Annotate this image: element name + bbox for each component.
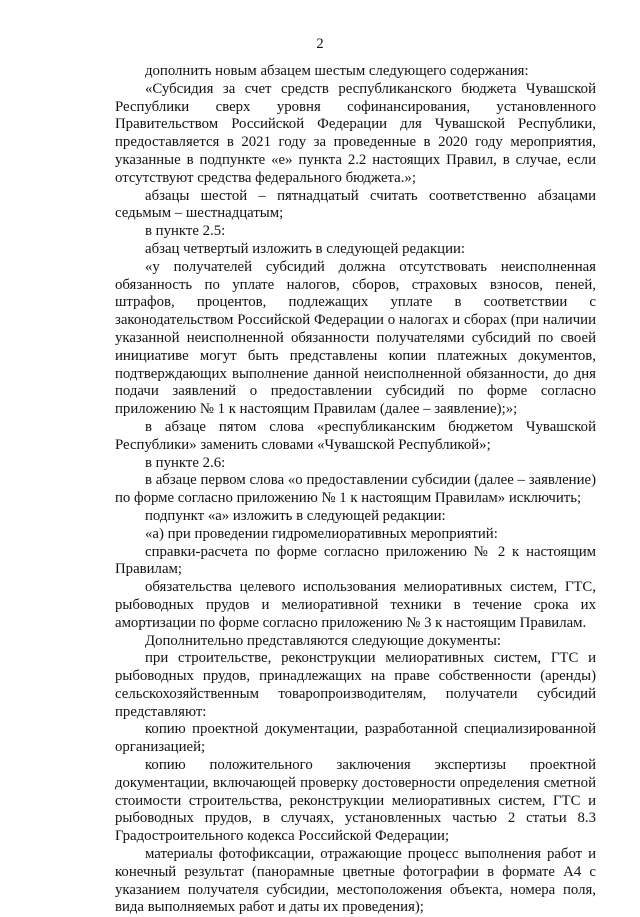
paragraph: обязательства целевого использования мелиоративных систем, ГТС, рыбоводных прудов и мелиоративной техники в течение срока их амортизации по форме согласно приложению № 3 к настоящим Правилам. [115,579,596,631]
paragraph: дополнить новым абзацем шестым следующего содержания: [145,63,529,79]
paragraph: копию положительного заключения экспертизы проектной документации, включающей проверку достоверности определения сметной стоимости строительства, реконструкции мелиоративных систем, ГТС и рыбоводных прудов, в случаях, установленных частью 2 статьи 8.3 Градостроительного кодекса Российской Федерации; [115,757,596,845]
paragraph: копию проектной документации, разработанной специализированной организацией; [115,721,596,756]
paragraph: в пункте 2.5: [145,223,226,240]
paragraph: подпункт «а» изложить в следующей редакции: [145,507,446,524]
document-body [115,63,596,917]
paragraph: в абзаце пятом слова «республиканским бюджетом Чувашской Республики» заменить словами «Чувашской Республикой»; [115,418,596,453]
paragraph: «у получателей субсидий должна отсутствовать неисполненная обязанность по уплате налогов, сборов, страховых взносов, пеней, штрафов, процентов, подлежащих уплате в соответствии с законодательством Российской Федерации о налогах и сборах (при наличии указанной неисполненной обязанности получателями субсидий по своей инициативе могут быть представлены копии платежных документов, подтверждающих выполнение данной неисполненной обязанности, до дня подачи заявлений о предоставлении субсидий по форме согласно приложению № 1 к настоящим Правилам (далее – заявление);»; [115,258,596,418]
paragraph: «Субсидия за счет средств республиканского бюджета Чувашской Республики сверх уровня софинансирования, установленного Правительством Российской Федерации для Чувашской Республики, предоставляется в 2021 году за проведенные в 2020 году мероприятия, указанные в подпункте «е» пункта 2.2 настоящих Правил, в случае, если отсутствуют средства федерального бюджета.»; [115,80,596,186]
paragraph: в абзаце первом слова «о предоставлении субсидии (далее – заявление) по форме согласно приложению № 1 к настоящим Правилам» исключить; [115,472,596,507]
paragraph: при строительстве, реконструкции мелиоративных систем, ГТС и рыбоводных прудов, принадлежащих на праве собственности (аренды) сельскохозяйственным товаропроизводителям, получатели субсидий представляют: [115,650,596,720]
paragraph: «а) при проведении гидромелиоративных мероприятий: [145,525,498,542]
paragraph: абзац четвертый изложить в следующей редакции: [145,240,466,257]
paragraph: материалы фотофиксации, отражающие процесс выполнения работ и конечный результат (панорамные цветные фотографии в формате А4 с указанием получателя субсидии, местоположения объекта, номера поля, вида выполняемых работ и даты их проведения); [115,846,596,916]
paragraph: абзацы шестой – пятнадцатый считать соответственно абзацами седьмым – шестнадцатым; [115,187,596,222]
paragraph: Дополнительно представляются следующие документы: [145,632,501,649]
page-number: 2 [316,36,324,52]
paragraph: в пункте 2.6: [145,454,226,471]
paragraph: справки-расчета по форме согласно приложению № 2 к настоящим Правилам; [115,543,596,578]
